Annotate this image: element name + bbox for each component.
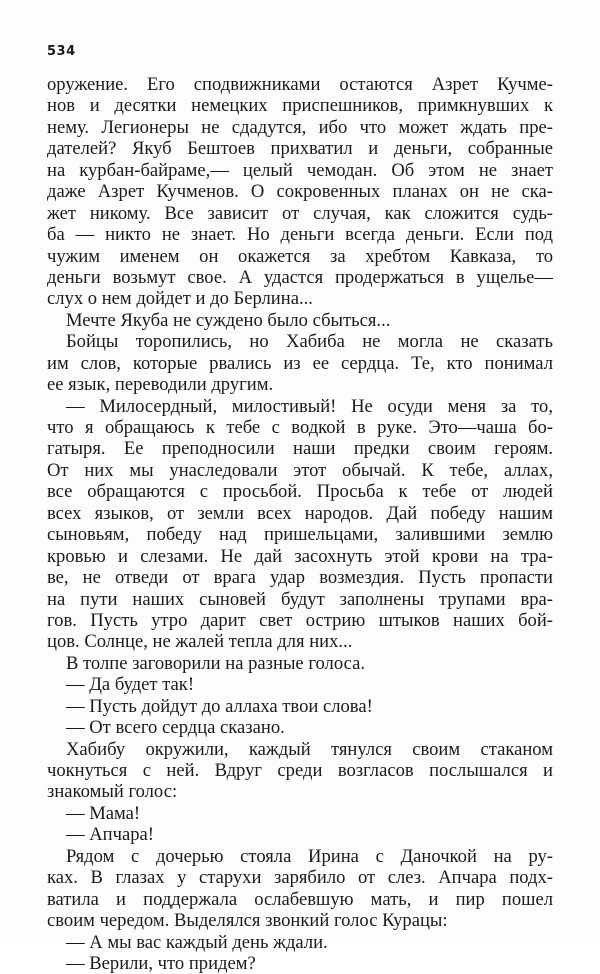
text-line: на пути наших сыновей будут заполнены трупами вра- [47,588,553,610]
text-line: все обращаются с просьбой. Просьба к тебе от людей [47,481,553,503]
text-line: цов. Солнце, не жалей тепла для них... [47,631,353,653]
text-line: — Апчара! [66,824,154,846]
text-line: Хабибу окружили, каждый тянулся своим стаканом [66,738,553,760]
text-line: Мечте Якуба не суждено было сбыться... [66,309,391,331]
text-line: дателей? Якуб Бештоев прихватил и деньги, собранные [47,138,553,160]
text-line: нов и десятки немецких приспешников, примкнувших к [47,95,553,117]
text-line: чужим именем он окажется за хребтом Кавказа, то [47,245,553,267]
text-line: — Верили, что придем? [66,952,256,974]
text-line: — Милосердный, милостивый! Не осуди меня за то, [66,395,553,417]
text-line: В толпе заговорили на разные голоса. [66,652,365,674]
text-line: кровью и слезами. Не дай засохнуть этой крови на тра- [47,545,553,567]
text-line: Рядом с дочерью стояла Ирина с Даночкой на ру- [66,845,553,867]
page-number: 534 [47,44,76,59]
text-line: гов. Пусть утро дарит свет острию штыков наших бой- [47,609,553,631]
text-line: ватила и поддержала ослабевшую мать, и пир пошел [47,888,553,910]
text-line: ба — никто не знает. Но деньги всегда деньги. Если под [47,224,553,246]
text-line: сыновьям, победу над пришельцами, залившими землю [47,524,553,546]
text-line: всех языков, от земли всех народов. Дай победу нашим [47,502,553,524]
text-line: От них мы унаследовали этот обычай. К тебе, аллах, [47,459,553,481]
text-line: — Мама! [66,802,141,824]
text-line: ках. В глазах у старухи зарябило от слез. Апчара подх- [47,867,553,889]
text-line: что я обращаюсь к тебе с водкой в руке. Это—чаша бо- [47,417,553,438]
text-line: чокнуться с ней. Вдруг среди возгласов послышался и [47,760,553,781]
body-text [47,74,553,974]
text-line: ее язык, переводили другим. [47,374,274,396]
text-line: ве, не отведи от врага удар возмездия. Пусть пропасти [47,567,553,589]
text-line: Бойцы торопились, но Хабиба не могла не сказать [66,331,553,353]
text-line: своим чередом. Выделялся звонкий голос Курацы: [47,910,448,932]
text-line: деньги возьмут свое. А удастся продержаться в ущелье— [47,266,553,288]
text-line: им слов, которые рвались из ее сердца. Те, кто понимал [47,352,553,374]
text-line: — От всего сердца сказано. [66,717,285,739]
text-line: слух о нем дойдет и до Берлина... [47,288,313,310]
text-line: на курбан-байраме,— целый чемодан. Об этом не знает [47,159,553,181]
text-line: нему. Легионеры не сдадутся, ибо что может ждать пре- [47,116,553,138]
text-line: гатыря. Ее преподносили наши предки своим героям. [47,438,553,460]
text-line: — Пусть дойдут до аллаха твои слова! [66,695,373,717]
text-line: — А мы вас каждый день ждали. [66,931,328,953]
text-line: даже Азрет Кучменов. О сокровенных планах он не ска- [47,181,553,203]
text-line: знакомый голос: [47,781,178,803]
text-line: оружение. Его сподвижниками остаются Азрет Кучме- [47,74,553,95]
text-line: жет никому. Все зависит от случая, как сложится судь- [47,202,553,224]
text-line: — Да будет так! [66,674,195,696]
